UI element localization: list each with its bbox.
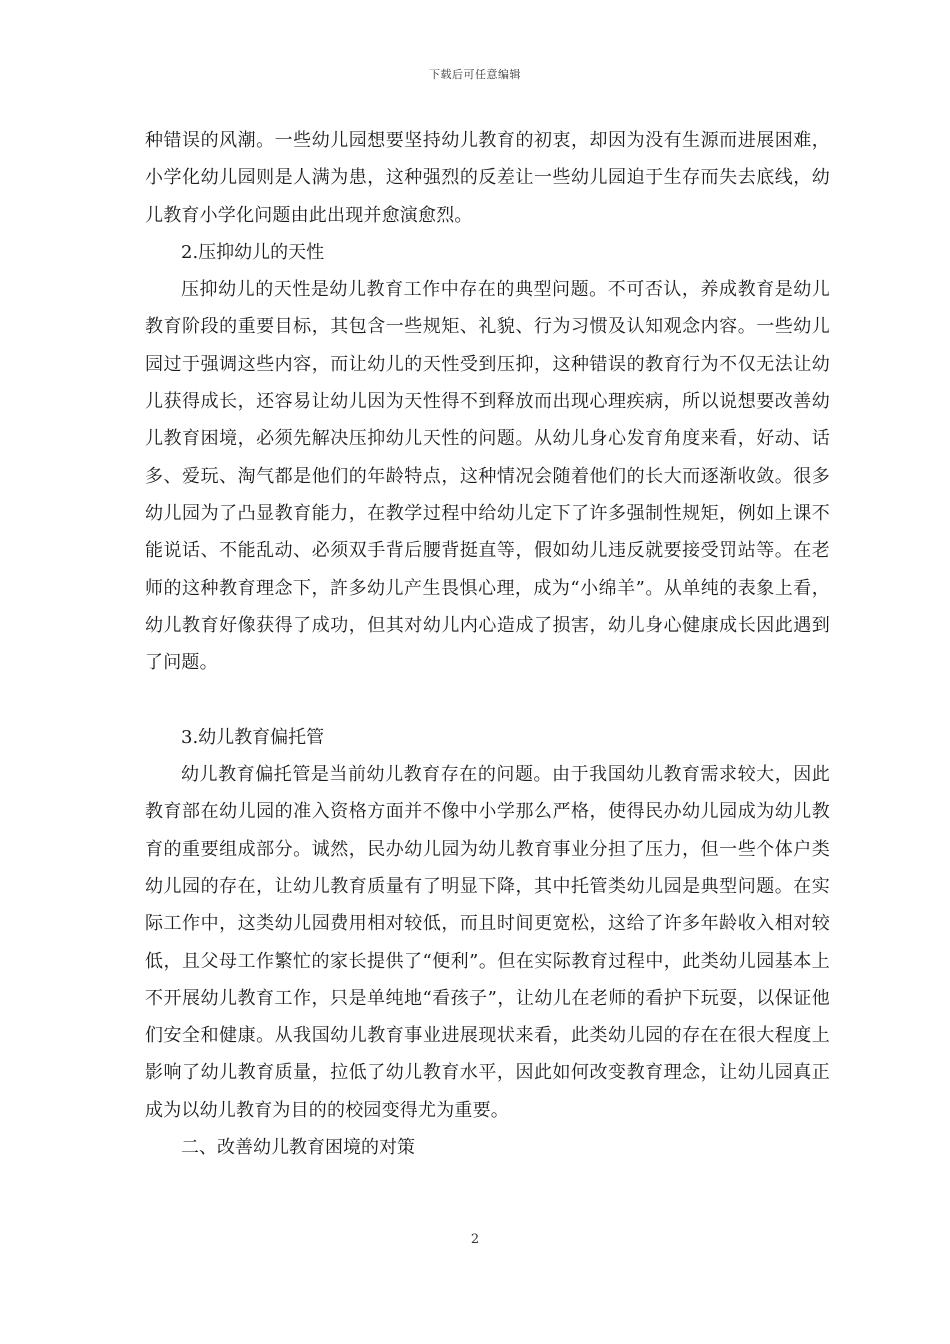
subheading-suppress-nature: 2.压抑幼儿的天性 [181,241,325,263]
document-body [145,122,830,1166]
paragraph-gap [145,681,830,718]
page-number: 2 [470,1232,480,1247]
page-header: 下载后可任意编辑 [429,68,521,81]
section-heading-countermeasures: 二、改善幼儿教育困境的对策 [181,1137,415,1159]
paragraph-suppress-nature: 压抑幼儿的天性是幼儿教育工作中存在的典型问题。不可否认，养成教育是幼儿教育阶段的重要目标，其包含一些规矩、礼貌、行为习惯及认知观念内容。一些幼儿园过于强调这些内容，而让幼儿的天性受到压抑，这种错误的教育行为不仅无法让幼儿获得成长，还容易让幼儿因为天性得不到释放而出现心理疾病，所以说想要改善幼儿教育困境，必须先解决压抑幼儿天性的问题。从幼儿身心发育角度来看，好动、话多、爱玩、淘气都是他们的年龄特点，这种情况会随着他们的长大而逐渐收敛。很多幼儿园为了凸显教育能力，在教学过程中给幼儿定下了许多强制性规矩，例如上课不能说话、不能乱动、必须双手背后腰背挺直等，假如幼儿违反就要接受罚站等。在老师的这种教育理念下，許多幼儿产生畏惧心理，成为“小绵羊”。从单纯的表象上看，幼儿教育好像获得了成功，但其对幼儿内心造成了损害，幼儿身心健康成长因此遇到了问题。 [145,279,830,674]
subheading-custodial-tendency: 3.幼儿教育偏托管 [181,726,325,748]
paragraph-continuation: 种错误的风潮。一些幼儿园想要坚持幼儿教育的初衷，却因为没有生源而进展困难，小学化幼儿园则是人满为患，这种强烈的反差让一些幼儿园迫于生存而失去底线，幼儿教育小学化问题由此出现并愈演愈烈。 [145,130,830,226]
paragraph-custodial-tendency: 幼儿教育偏托管是当前幼儿教育存在的问题。由于我国幼儿教育需求较大，因此教育部在幼儿园的准入资格方面并不像中小学那么严格，使得民办幼儿园成为幼儿教育的重要组成部分。诚然，民办幼儿园为幼儿教育事业分担了压力，但一些个体户类幼儿园的存在，让幼儿教育质量有了明显下降，其中托管类幼儿园是典型问题。在实际工作中，这类幼儿园费用相对较低，而且时间更宽松，这给了许多年龄收入相对较低，且父母工作繁忙的家长提供了“便利”。但在实际教育过程中，此类幼儿园基本上不开展幼儿教育工作，只是单纯地“看孩子”，让幼儿在老师的看护下玩耍，以保证他们安全和健康。从我国幼儿教育事业进展现状来看，此类幼儿园的存在在很大程度上影响了幼儿教育质量，拉低了幼儿教育水平，因此如何改变教育理念，让幼儿园真正成为以幼儿教育为目的的校园变得尤为重要。 [145,764,830,1121]
